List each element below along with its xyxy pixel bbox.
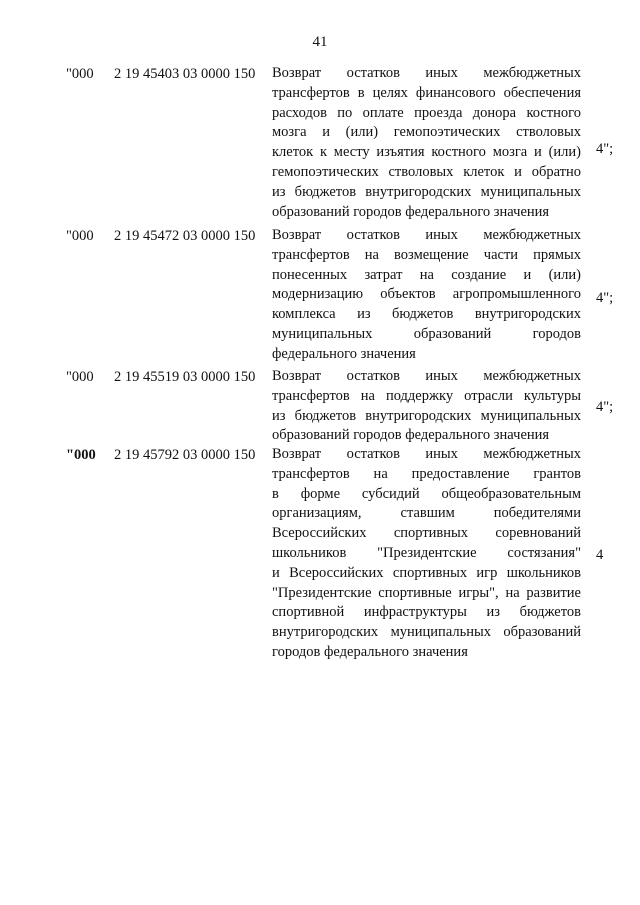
description-line: образований городов федерального значения — [272, 203, 550, 220]
description-line: трансфертов на возмещение части прямых — [272, 246, 581, 263]
description-line: Возврат остатков иных межбюджетных — [272, 65, 581, 81]
description-line: гемопоэтических стволовых клеток и обратно — [272, 163, 581, 180]
row-value: 4 — [596, 547, 604, 563]
description-line: трансфертов на поддержку отрасли культуры — [272, 387, 581, 404]
description-line: Возврат остатков иных межбюджетных — [272, 368, 581, 384]
description-line: трансфертов на предоставление грантов — [272, 465, 581, 482]
budget-code: 2 19 45472 03 0000 150 — [114, 228, 256, 244]
row-prefix: "000 — [66, 369, 94, 385]
description-line: организациям, ставшим победителями — [272, 505, 581, 522]
description-line: комплекса из бюджетов внутригородских — [272, 306, 581, 323]
description-line: модернизацию объектов агропромышленного — [272, 286, 581, 303]
description-line: городов федерального значения — [272, 643, 468, 660]
row-value: 4"; — [596, 141, 614, 157]
row-value: 4"; — [596, 290, 614, 306]
row-description — [272, 445, 581, 663]
page-number: 41 — [312, 34, 328, 50]
description-line: и Всероссийских спортивных игр школьников — [272, 564, 581, 581]
description-line: муниципальных образований городов — [272, 325, 581, 342]
budget-code: 2 19 45519 03 0000 150 — [114, 369, 256, 385]
description-line: клеток к месту изъятия костного мозга и (или) — [272, 144, 581, 161]
row-description — [272, 64, 581, 222]
description-line: образований городов федерального значения — [272, 427, 550, 444]
row-prefix: "000 — [66, 228, 94, 244]
budget-code: 2 19 45403 03 0000 150 — [114, 66, 256, 82]
description-line: внутригородских муниципальных образований — [272, 624, 581, 641]
description-line: из бюджетов внутригородских муниципальных — [272, 183, 581, 200]
row-prefix: "000 — [66, 447, 96, 463]
row-value: 4"; — [596, 399, 614, 415]
description-line: расходов по оплате проезда донора костного — [272, 104, 581, 121]
description-line: из бюджетов внутригородских муниципальных — [272, 407, 581, 424]
description-line: спортивной инфраструктуры из бюджетов — [272, 604, 581, 621]
row-description — [272, 367, 581, 446]
description-line: понесенных затрат на создание и (или) — [272, 266, 581, 283]
row-description — [272, 226, 581, 365]
budget-code: 2 19 45792 03 0000 150 — [114, 447, 256, 463]
description-line: мозга и (или) гемопоэтических стволовых — [272, 124, 581, 141]
description-line: "Президентские спортивные игры", на развитие — [272, 584, 581, 601]
description-line: Возврат остатков иных межбюджетных — [272, 446, 581, 462]
row-prefix: "000 — [66, 66, 94, 82]
description-line: в форме субсидий общеобразовательным — [272, 485, 581, 502]
description-line: Всероссийских спортивных соревнований — [272, 525, 581, 542]
description-line: школьников "Президентские состязания" — [272, 544, 581, 561]
description-line: Возврат остатков иных межбюджетных — [272, 227, 581, 243]
description-line: федерального значения — [272, 345, 416, 362]
description-line: трансфертов в целях финансового обеспечения — [272, 84, 581, 101]
